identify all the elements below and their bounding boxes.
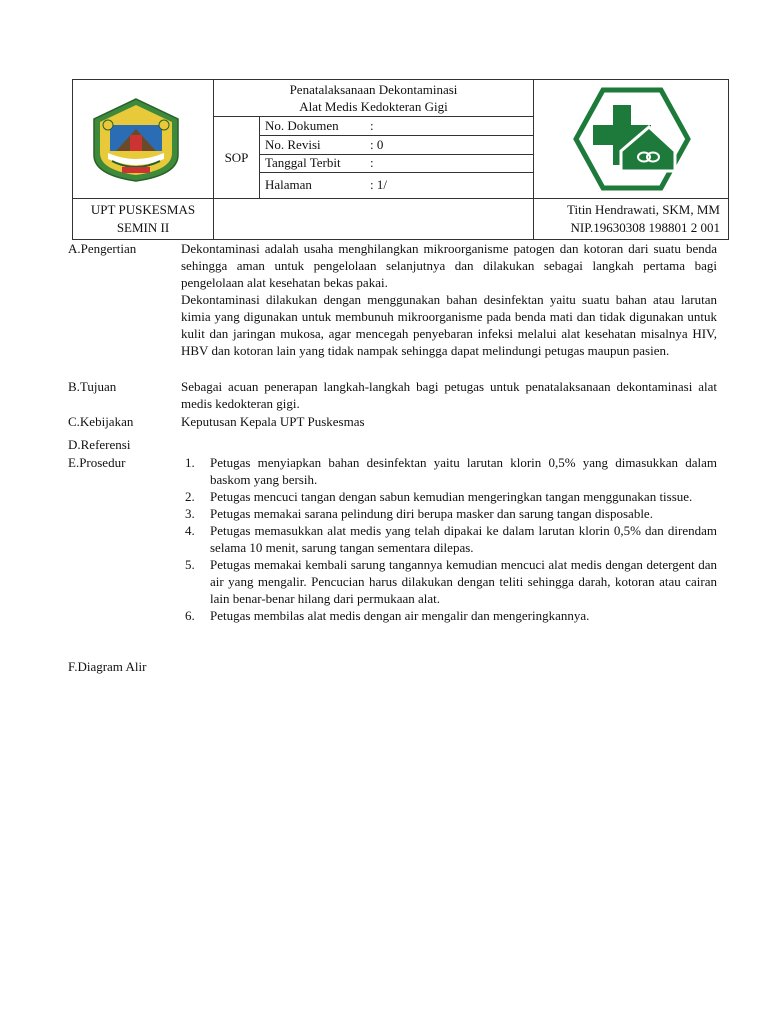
signer-nip: NIP.19630308 198801 2 001 [570,220,720,235]
step-text: Petugas menyiapkan bahan desinfektan yaitu larutan klorin 0,5% yang dimasukkan dalam baskom yang bersih. [210,455,717,487]
sop-body [68,240,720,680]
step-text: Petugas membilas alat medis dengan air mengalir dan mengeringkannya. [210,608,590,623]
prosedur-step [181,522,717,556]
field-no-dokumen-value: : [370,118,374,133]
step-number: 1. [185,455,195,470]
puskesmas-logo-icon [573,87,691,191]
border-right [728,79,729,240]
field-no-dokumen-label: No. Dokumen [265,118,339,133]
step-number: 4. [185,523,195,538]
section-label-tujuan: B.Tujuan [68,379,117,394]
step-number: 5. [185,557,195,572]
sop-header-table [72,79,729,240]
step-number: 6. [185,608,195,623]
org-name-line-1: UPT PUSKESMAS [90,202,196,217]
section-text-tujuan: Sebagai acuan penerapan langkah-langkah bagi petugas untuk penatalaksanaan dekontaminasi alat medis kedokteran gigi. [181,379,717,411]
step-text: Petugas memasukkan alat medis yang telah dipakai ke dalam larutan klorin 0,5% dan direndam selama 10 menit, sarung tangan sementara dilepas. [210,523,717,555]
step-text: Petugas memakai sarana pelindung diri berupa masker dan sarung tangan disposable. [210,506,653,521]
field-no-revisi-value: : 0 [370,137,384,152]
field-no-revisi-label: No. Revisi [265,137,321,152]
pengertian-paragraph-2: Dekontaminasi dilakukan dengan menggunakan bahan desinfektan yaitu suatu bahan atau larutan kimia yang digunakan untuk membunuh mikroorganisme pada benda mati dan tidak digunakan untuk kulit dan jaringan mukosa, agar mencegah penyebaran infeksi melalui alat kesehatan misalnya HIV, HBV dan kotoran lain yang tidak nampak sehingga dapat melindungi petugas maupun pasien. [181,292,717,358]
prosedur-step [181,607,717,624]
prosedur-step [181,454,717,488]
field-tanggal-terbit-label: Tanggal Terbit [265,155,341,170]
step-text: Petugas mencuci tangan dengan sabun kemudian mengeringkan tangan menggunakan tissue. [210,489,693,504]
border-top [72,79,729,80]
sop-label: SOP [224,150,249,165]
signer-name: Titin Hendrawati, SKM, MM [566,202,720,217]
step-number: 2. [185,489,195,504]
prosedur-step [181,556,717,607]
document-title-line-2: Alat Medis Kedokteran Gigi [299,99,448,114]
document-title-line-1: Penatalaksanaan Dekontaminasi [289,82,458,97]
divider-title [213,116,533,117]
section-text-kebijakan: Keputusan Kepala UPT Puskesmas [181,414,365,429]
field-tanggal-terbit-value: : [370,155,374,170]
step-number: 3. [185,506,195,521]
prosedur-step-list [181,454,717,624]
step-text: Petugas memakai kembali sarung tangannya kemudian mencuci alat medis dengan detergent dan air yang mengalir. Pencucian harus dilakukan dengan teliti sehingga darah, kotoran atau cairan lain benar-benar hilang dari permukaan alat. [210,557,717,606]
section-label-referensi: D.Referensi [68,437,131,452]
divider-sop [259,116,260,198]
regional-emblem-icon [86,95,186,185]
divider-col-2 [533,79,534,240]
prosedur-step [181,488,717,505]
section-label-pengertian: A.Pengertian [68,241,137,256]
section-text-pengertian [181,240,717,359]
org-name-line-2: SEMIN II [116,220,170,235]
divider-field-1 [259,135,533,136]
section-label-prosedur: E.Prosedur [68,455,126,470]
prosedur-step [181,505,717,522]
pengertian-paragraph-1: Dekontaminasi adalah usaha menghilangkan mikroorganisme patogen dan kotoran dari suatu benda sehingga aman untuk pengelolaan selanjutnya dan dilakukan sebagai langkah pertama bagi pengelolaan alat kesehatan bekas pakai. [181,241,717,290]
section-label-diagram-alir: F.Diagram Alir [68,659,147,674]
divider-footer [72,198,729,199]
field-halaman-value: : 1/ [370,177,387,192]
section-label-kebijakan: C.Kebijakan [68,414,134,429]
field-halaman-label: Halaman [265,177,312,192]
divider-field-3 [259,172,533,173]
